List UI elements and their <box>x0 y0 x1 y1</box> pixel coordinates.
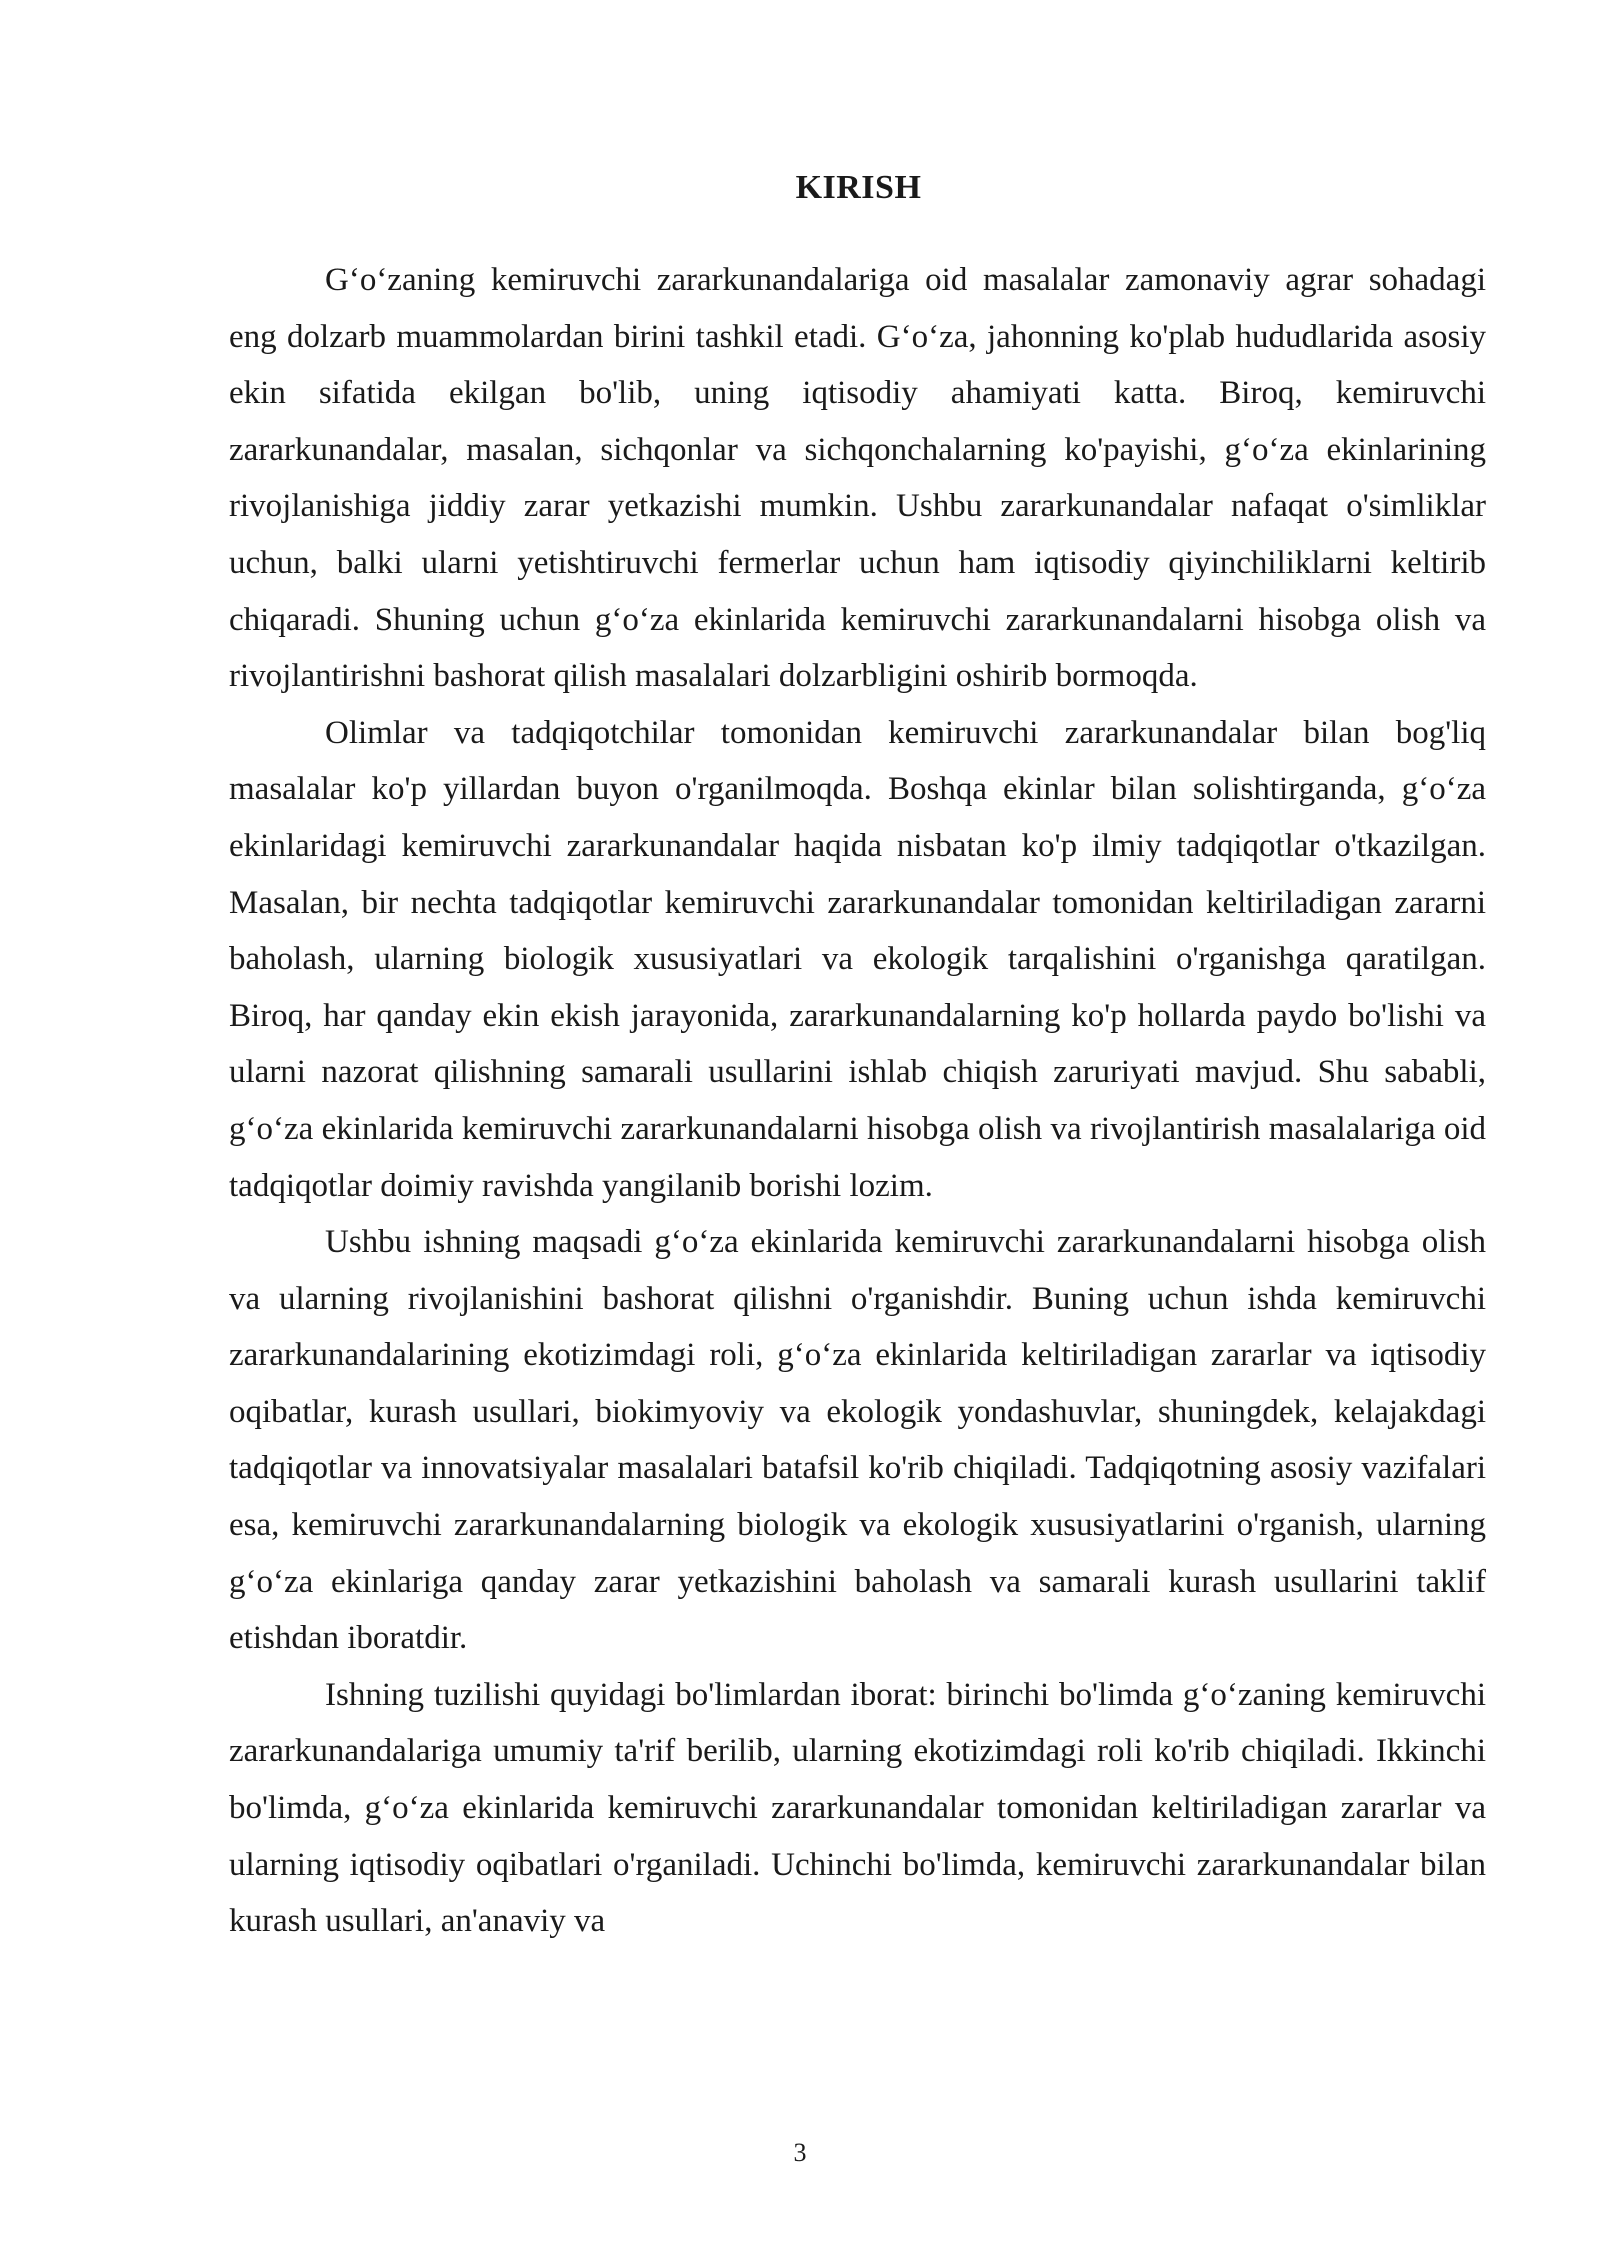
paragraph-3: Ushbu ishning maqsadi g‘o‘za ekinlarida kemiruvchi zararkunandalarni hisobga olish va ularning rivojlanishini bashorat qilishni o'rganishdir. Buning uchun ishda kemiruvchi zararkunandalarining ekotizimdagi roli, g‘o‘za ekinlarida keltiriladigan zararlar va iqtisodiy oqibatlar, kurash usullari, biokimyoviy va ekologik yondashuvlar, shuningdek, kelajakdagi tadqiqotlar va innovatsiyalar masalalari batafsil ko'rib chiqiladi. Tadqiqotning asosiy vazifalari esa, kemiruvchi zararkunandalarning biologik va ekologik xususiyatlarini o'rganish, ularning g‘o‘za ekinlariga qanday zarar yetkazishini baholash va samarali kurash usullarini taklif etishdan iboratdir. <box>229 1224 1486 1657</box>
paragraph-2: Olimlar va tadqiqotchilar tomonidan kemiruvchi zararkunandalar bilan bog'liq masalalar ko'p yillardan buyon o'rganilmoqda. Boshqa ekinlar bilan solishtirganda, g‘o‘za ekinlaridagi kemiruvchi zararkunandalar haqida nisbatan ko'p ilmiy tadqiqotlar o'tkazilgan. Masalan, bir nechta tadqiqotlar kemiruvchi zararkunandalar tomonidan keltiriladigan zararni baholash, ularning biologik xususiyatlari va ekologik tarqalishini o'rganishga qaratilgan. Biroq, har qanday ekin ekish jarayonida, zararkunandalarning ko'p hollarda paydo bo'lishi va ularni nazorat qilishning samarali usullarini ishlab chiqish zaruriyati mavjud. Shu sababli, g‘o‘za ekinlarida kemiruvchi zararkunandalarni hisobga olish va rivojlantirish masalalariga oid tadqiqotlar doimiy ravishda yangilanib borishi lozim. <box>229 714 1486 1204</box>
page-content <box>229 160 1486 1950</box>
section-title: KIRISH <box>795 169 922 206</box>
paragraph-1: G‘o‘zaning kemiruvchi zararkunandalariga oid masalalar zamonaviy agrar sohadagi eng dolzarb muammolardan birini tashkil etadi. G‘o‘za, jahonning ko'plab hududlarida asosiy ekin sifatida ekilgan bo'lib, uning iqtisodiy ahamiyati katta. Biroq, kemiruvchi zararkunandalar, masalan, sichqonlar va sichqonchalarning ko'payishi, g‘o‘za ekinlarining rivojlanishiga jiddiy zarar yetkazishi mumkin. Ushbu zararkunandalar nafaqat o'simliklar uchun, balki ularni yetishtiruvchi fermerlar uchun ham iqtisodiy qiyinchiliklarni keltirib chiqaradi. Shuning uchun g‘o‘za ekinlarida kemiruvchi zararkunandalarni hisobga olish va rivojlantirishni bashorat qilish masalalari dolzarbligini oshirib bormoqda. <box>229 262 1486 695</box>
paragraph-4: Ishning tuzilishi quyidagi bo'limlardan iborat: birinchi bo'limda g‘o‘zaning kemiruvchi zararkunandalariga umumiy ta'rif berilib, ularning ekotizimdagi roli ko'rib chiqiladi. Ikkinchi bo'limda, g‘o‘za ekinlarida kemiruvchi zararkunandalar tomonidan keltiriladigan zararlar va ularning iqtisodiy oqibatlari o'rganiladi. Uchinchi bo'limda, kemiruvchi zararkunandalar bilan kurash usullari, an'anaviy va <box>229 1676 1486 1940</box>
page-number: 3 <box>793 2138 807 2167</box>
